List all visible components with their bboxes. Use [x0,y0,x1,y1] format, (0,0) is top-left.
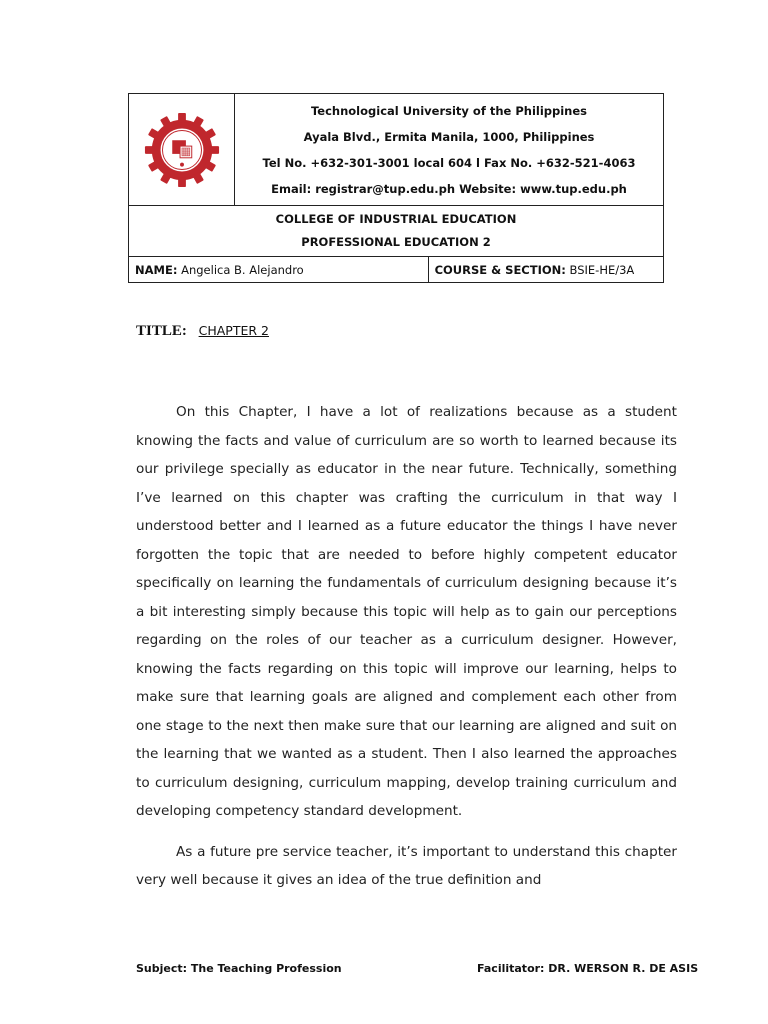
paragraph: On this Chapter, I have a lot of realizations because as a student knowing the facts and value of curriculum are so worth to learned because its our privilege specially as educator in the near future. Technically, something I’ve learned on this chapter was crafting the curriculum in that way I understood better and I learned as a future educator the things I have never forgotten the topic that are needed to before highly competent educator specifically on learning the fundamentals of curriculum designing because it’s a bit interesting simply because this topic will help as to gain our perceptions regarding on the roles of our teacher as a curriculum designer. However, knowing the facts regarding on this topic will improve our learning, helps to make sure that learning goals are aligned and complement each other from one stage to the next then make sure that our learning are aligned and suit on the learning that we wanted as a student. Then I also learned the approaches to curriculum designing, curriculum mapping, develop training curriculum and developing competency standard development. [136,404,677,819]
course-label: COURSE & SECTION: [434,262,566,277]
paragraph: As a future pre service teacher, it’s important to understand this chapter very well because it gives an idea of the true definition and [136,843,677,888]
university-phone: Tel No. +632-301-3001 local 604 l Fax No. +632-521-4063 [262,155,636,170]
header-table [128,93,664,283]
university-info [235,94,664,206]
logo-cell [129,94,235,206]
footer-subject: Subject: The Teaching Profession [136,962,342,975]
name-value: Angelica B. Alejandro [181,262,304,277]
course-cell [428,257,663,283]
name-label: NAME: [135,262,178,277]
college-name: COLLEGE OF INDUSTRIAL EDUCATION [275,212,517,226]
university-seal-icon [143,111,221,189]
footer-facilitator: Facilitator: DR. WERSON R. DE ASIS [477,962,699,975]
university-address: Ayala Blvd., Ermita Manila, 1000, Philippines [303,129,595,144]
name-cell [129,257,429,283]
college-cell [129,206,664,257]
university-contact: Email: registrar@tup.edu.ph Website: www.tup.edu.ph [271,181,627,196]
title-value: CHAPTER 2 [198,323,269,338]
title-line [136,323,269,340]
course-subject: PROFESSIONAL EDUCATION 2 [301,235,491,249]
body-text [136,398,677,907]
university-name: Technological University of the Philippines [310,103,588,118]
title-label: TITLE: [136,323,187,339]
course-value: BSIE-HE/3A [569,262,635,277]
